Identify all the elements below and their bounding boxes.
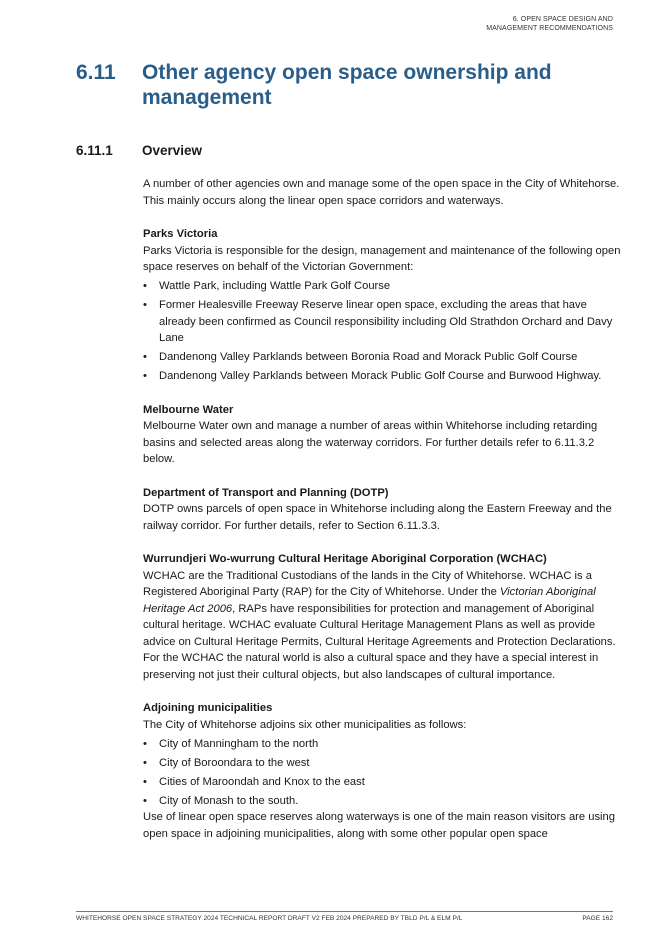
wchac-text-b: , RAPs have responsibilities for protection and management of Aboriginal cultural heritage. WCHAC evaluate Cultural Heritage Management Plans as well as provide advice on Cultural Heritage Permits, Cultural Heritage Agreements and Protection Declarations. For the WCHAC the natural world is also a cultural space and they have a special interest in preserving not just their cultural objects, but also landscapes of cultural importance. [143,602,616,681]
footer-document-info: WHITEHORSE OPEN SPACE STRATEGY 2024 TECHNICAL REPORT DRAFT V2 FEB 2024 PREPARED BY TBLD P/L & ELM P/L [76,915,463,922]
subsection-title: Overview [142,143,203,158]
adjoining-list [143,736,621,810]
list-item: • Dandenong Valley Parklands between Morack Public Golf Course and Burwood Highway. [143,368,621,385]
parks-victoria-heading: Parks Victoria [143,228,218,240]
wchac-text-a: WCHAC are the Traditional Custodians of the lands in the City of Whitehorse. WCHAC is a Registered Aboriginal Party (RAP) for the City of Whitehorse. Under the [143,569,592,598]
dotp-heading: Department of Transport and Planning (DOTP) [143,486,389,499]
melbourne-water-paragraph: Melbourne Water own and manage a number of areas within Whitehorse including retarding basins and selected areas along the waterway corridors. For further details refer to 6.11.3.2 below. [143,420,598,465]
dotp-section [143,485,621,535]
adjoining-paragraph: The City of Whitehorse adjoins six other municipalities as follows: [143,718,467,731]
parks-victoria-list [143,278,621,385]
list-item: • City of Manningham to the north [143,736,621,753]
intro-section [143,176,621,209]
list-item: • Former Healesville Freeway Reserve linear open space, excluding the areas that have already been confirmed as Council responsibility including Old Strathdon Orchard and Davy Lane [143,297,621,347]
adjoining-closing-paragraph: Use of linear open space reserves along waterways is one of the main reason visitors are using open space in adjoining municipalities, along with some other popular open space [143,811,615,840]
list-item: • Cities of Maroondah and Knox to the east [143,774,621,791]
list-item: • Wattle Park, including Wattle Park Golf Course [143,278,621,295]
running-header [413,15,613,33]
wchac-heading: Wurrundjeri Wo-wurrung Cultural Heritage Aboriginal Corporation (WCHAC) [143,553,547,565]
list-item: • City of Boroondara to the west [143,755,621,772]
wchac-paragraph [143,568,621,684]
running-header-line-1: 6. OPEN SPACE DESIGN AND [512,16,613,23]
wchac-section [143,551,621,683]
melbourne-water-heading: Melbourne Water [143,403,234,416]
section-title: Other agency open space ownership and management [142,61,552,109]
melbourne-water-section [143,402,621,468]
page-number: PAGE 162 [582,915,613,922]
list-item: • Dandenong Valley Parklands between Boronia Road and Morack Public Golf Course [143,349,621,366]
parks-victoria-paragraph: Parks Victoria is responsible for the design, management and maintenance of the following open space reserves on behalf of the Victorian Government: [143,244,621,273]
list-item: • City of Monash to the south. [143,793,621,810]
wchac-act-title: Victorian Aboriginal Heritage Act 2006 [143,586,596,615]
intro-paragraph: A number of other agencies own and manage some of the open space in the City of Whitehorse. This mainly occurs along the linear open space corridors and waterways. [143,178,620,207]
adjoining-section [143,700,621,842]
subsection-number: 6.11.1 [76,143,113,158]
running-header-line-2: MANAGEMENT RECOMMENDATIONS [486,25,613,32]
footer-divider [76,911,613,912]
dotp-paragraph: DOTP owns parcels of open space in Whitehorse including along the Eastern Freeway and the railway corridor. For further details, refer to Section 6.11.3.3. [143,503,612,532]
section-number: 6.11 [76,61,116,84]
adjoining-heading: Adjoining municipalities [143,702,273,714]
body-content [143,176,621,842]
parks-victoria-section [143,226,621,385]
